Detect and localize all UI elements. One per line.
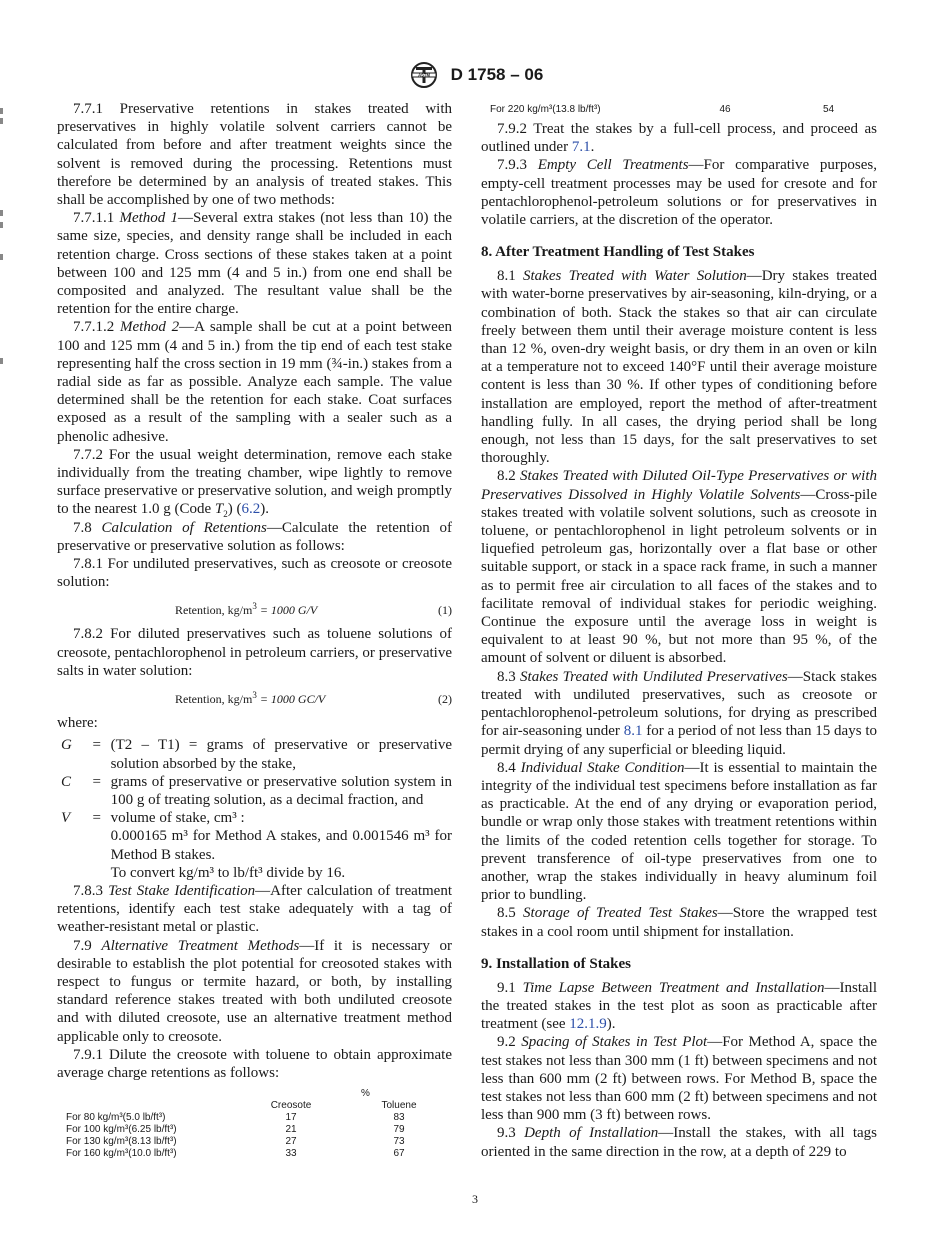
definition-row: C = grams of preservative or preservative solution system in 100 g of treating solution, as a decimal fraction, and — [61, 773, 452, 808]
margin-mark — [0, 210, 3, 216]
definition-row: V = volume of stake, cm³ : 0.000165 m³ for Method A stakes, and 0.001546 m³ for Method B stakes. To convert kg/m³ to lb/ft³ divide by 16. — [61, 810, 452, 881]
left-column — [57, 100, 452, 1160]
paragraph-7-9-2: 7.9.2 Treat the stakes by a full-cell process, and proceed as outlined under 7.1. — [481, 121, 877, 156]
margin-mark — [0, 222, 3, 228]
paragraph-7-8-3: 7.8.3 Test Stake Identification—After calculation of treatment retentions, identify each test stake adequately with a tag of weather-resistant metal or plastic. — [57, 882, 452, 936]
paragraph-7-8-1: 7.8.1 For undiluted preservatives, such as creosote or creosote solution: — [57, 556, 452, 591]
table-row: For 160 kg/m³(10.0 lb/ft³) 33 67 — [66, 1148, 405, 1160]
table-header-row: % — [361, 1088, 370, 1100]
retention-table-continued — [481, 104, 877, 116]
section-heading-8: 8. After Treatment Handling of Test Stakes — [481, 244, 755, 261]
xref-7-1-link[interactable]: 7.1 — [571, 139, 591, 156]
table-row: For 220 kg/m³(13.8 lb/ft³) 46 54 — [490, 104, 835, 115]
paragraph-8-3: 8.3 Stakes Treated with Undiluted Preservatives—Stack stakes treated with undiluted preservatives, such as creosote or pentachlorophenol-petroleum solutions, for drying as prescribed for air-seasoning under 8.1 for a period of not less than 15 days to permit drying of any superficial or bleeding liquid. — [481, 668, 878, 758]
paragraph-8-4: 8.4 Individual Stake Condition—It is essential to maintain the integrity of the individual test specimens before installation as far as practicable. At the end of any drying or evaporation period, bundle or wrap only those stakes with treatment retentions within the limits of the coded retention cells together for storage. To prevent transference of oil-type preservatives from one to another, wrap the stakes individually in heavy aluminum foil prior to bundling. — [481, 759, 878, 904]
margin-mark — [0, 118, 3, 124]
astm-logo-icon — [407, 60, 441, 90]
paragraph-7-9-3: 7.9.3 Empty Cell Treatments—For comparative purposes, empty-cell treatment processes may be used for cresote and for pentachlorophenol-petroleum solutions or for preservatives in volatile carriers, at the discretion of the operator. — [481, 157, 877, 229]
paragraph-9-2: 9.2 Spacing of Stakes in Test Plot—For Method A, space the test stakes not less than 300 mm (1 ft) between specimens and not less than 600 mm (2 ft) between rows. For Method B, space the test stakes not less than 600 mm (2 ft) between specimens and not less than 900 mm (3 ft) between rows. — [481, 1034, 878, 1124]
xref-12-1-9-link[interactable]: 12.1.9 — [569, 1016, 607, 1033]
table-header-row: Creosote Toluene — [270, 1100, 417, 1112]
right-column — [481, 104, 877, 1161]
retention-table — [57, 1088, 452, 1160]
equation-1: Retention, $kg/m^3 = 1000$ G/V (1) — [57, 601, 452, 617]
page-header — [0, 60, 950, 90]
table-row: For 100 kg/m³(6.25 lb/ft³) 21 79 — [66, 1124, 405, 1136]
paragraph-7-9: 7.9 Alternative Treatment Methods—If it is necessary or desirable to establish the plot potential for creosoted stakes with respect to fungus or termite hazard, or both, by installing standard reference stakes treated with both undiluted creosote and with diluted creosote, use an alternative treatment method applicable only to creosote. — [57, 937, 452, 1045]
xref-6-2-link[interactable]: 6.2 — [241, 501, 261, 518]
paragraph-9-3: 9.3 Depth of Installation—Install the stakes, with all tags oriented in the same direction in the row, at a depth of 229 to — [481, 1125, 877, 1160]
paragraph-7-7-1-1: 7.7.1.1 Method 1—Several extra stakes (not less than 10) the same size, species, and density range shall be included in each retention charge. Cross sections of these stakes taken at a point between 100 and 125 mm (4 and 5 in.) from one end shall be composited and analyzed. The resultant value shall be the retention for the entire charge. — [57, 210, 453, 318]
paragraph-7-9-1: 7.9.1 Dilute the creosote with toluene to obtain approximate average charge retentions as follows: — [57, 1046, 452, 1081]
section-heading-9: 9. Installation of Stakes — [481, 955, 632, 972]
svg-text:ASTM: ASTM — [417, 72, 430, 78]
paragraph-7-7-1: 7.7.1 Preservative retentions in stakes treated with preservatives in highly volatile solvent carriers cannot be calculated from before and after treatment weights since the solvent is removed during the processing. Retentions must therefore be determined by an analysis of treated stakes. This shall be accomplished by one of two methods: — [57, 101, 452, 209]
margin-mark — [0, 358, 3, 364]
table-row: For 80 kg/m³(5.0 lb/ft³) 17 83 — [66, 1112, 405, 1124]
paragraph-7-8-2: 7.8.2 For diluted preservatives such as toluene solutions of creosote, pentachlorophenol in petroleum carriers, or preservative salts in water solution: — [57, 626, 452, 679]
paragraph-8-5: 8.5 Storage of Treated Test Stakes—Store the wrapped test stakes in a cool room until shipment for installation. — [481, 905, 877, 940]
document-designation: D 1758 – 06 — [450, 65, 544, 84]
xref-8-1-link[interactable]: 8.1 — [623, 723, 643, 740]
equation-2: Retention, $kg/m^3 = 1000$ GC/V (2) — [57, 690, 452, 706]
margin-mark — [0, 108, 3, 114]
paragraph-8-1: 8.1 Stakes Treated with Water Solution—Dry stakes treated with water-borne preservatives by air-seasoning, kiln-drying, or a combination of both. Stack the stakes so that air can circulate freely between them until their average moisture content is less than 12 %, oven-dry weight basis, or dry them in an oven or kiln at a temperature not to exceed 140°F until their average moisture content is less than 30 %. If other types of conditioning before installation are employed, report the method of after-treatment handling fully. In all cases, the drying period shall be long enough, not less than 15 days, for the salt preservatives to set thoroughly. — [481, 268, 877, 467]
variable-definitions — [57, 736, 452, 882]
page-number: 3 — [472, 1192, 478, 1206]
equation-number: (2) — [438, 692, 452, 707]
paragraph-7-7-1-2: 7.7.1.2 Method 2—A sample shall be cut at a point between 100 and 125 mm (4 and 5 in.) from the tip end of each test stake representing half the cross section in 19 mm (¾-in.) stakes from a radial side as far as possible. Analyze each sample. The value determined shall be the retention for each stake. Coat surfaces exposed as a result of the sampling with a sealer such as a phenolic adhesive. — [57, 319, 452, 445]
paragraph-9-1: 9.1 Time Lapse Between Treatment and Installation—Install the treated stakes in the test plot as soon as practicable after treatment (see 12.1.9). — [481, 979, 877, 1033]
paragraph-7-8: 7.8 Calculation of Retentions—Calculate the retention of preservative or preservative solution as follows: — [57, 519, 452, 554]
equation-number: (1) — [438, 603, 452, 618]
paragraph-7-7-2: 7.7.2 For the usual weight determination, remove each stake individually from the treating chamber, wipe lightly to remove surface preservative or preservative solution, and weigh promptly to the nearest 1.0 g (Code $T_2$) (6.2). — [57, 446, 452, 520]
paragraph-8-2: 8.2 Stakes Treated with Diluted Oil-Type Preservatives or with Preservatives Dissolved in Highly Volatile Solvents—Cross-pile stakes treated with volatile solvent solutions, such as creosote in toluene, or pentachlorophenol in light petroleum solvents or in liquefied petroleum gas, horizontally over a flat base or other suitable support, or stack in a space rack frame, in such a manner as to permit free air circulation to all faces of the stakes and to facilitate removal of individual stakes for periodic weighing. Continue the exposure until the average loss in weight is equivalent to at least 90 %, but not more than 95 %, of the amount of solvent or diluent is absorbed. — [481, 468, 877, 667]
margin-mark — [0, 254, 3, 260]
where-label: where: — [57, 715, 98, 732]
definition-row: G = (T2 – T1) = grams of preservative or preservative solution absorbed by the stake, — [61, 737, 452, 772]
table-row: For 130 kg/m³(8.13 lb/ft³) 27 73 — [66, 1136, 405, 1148]
